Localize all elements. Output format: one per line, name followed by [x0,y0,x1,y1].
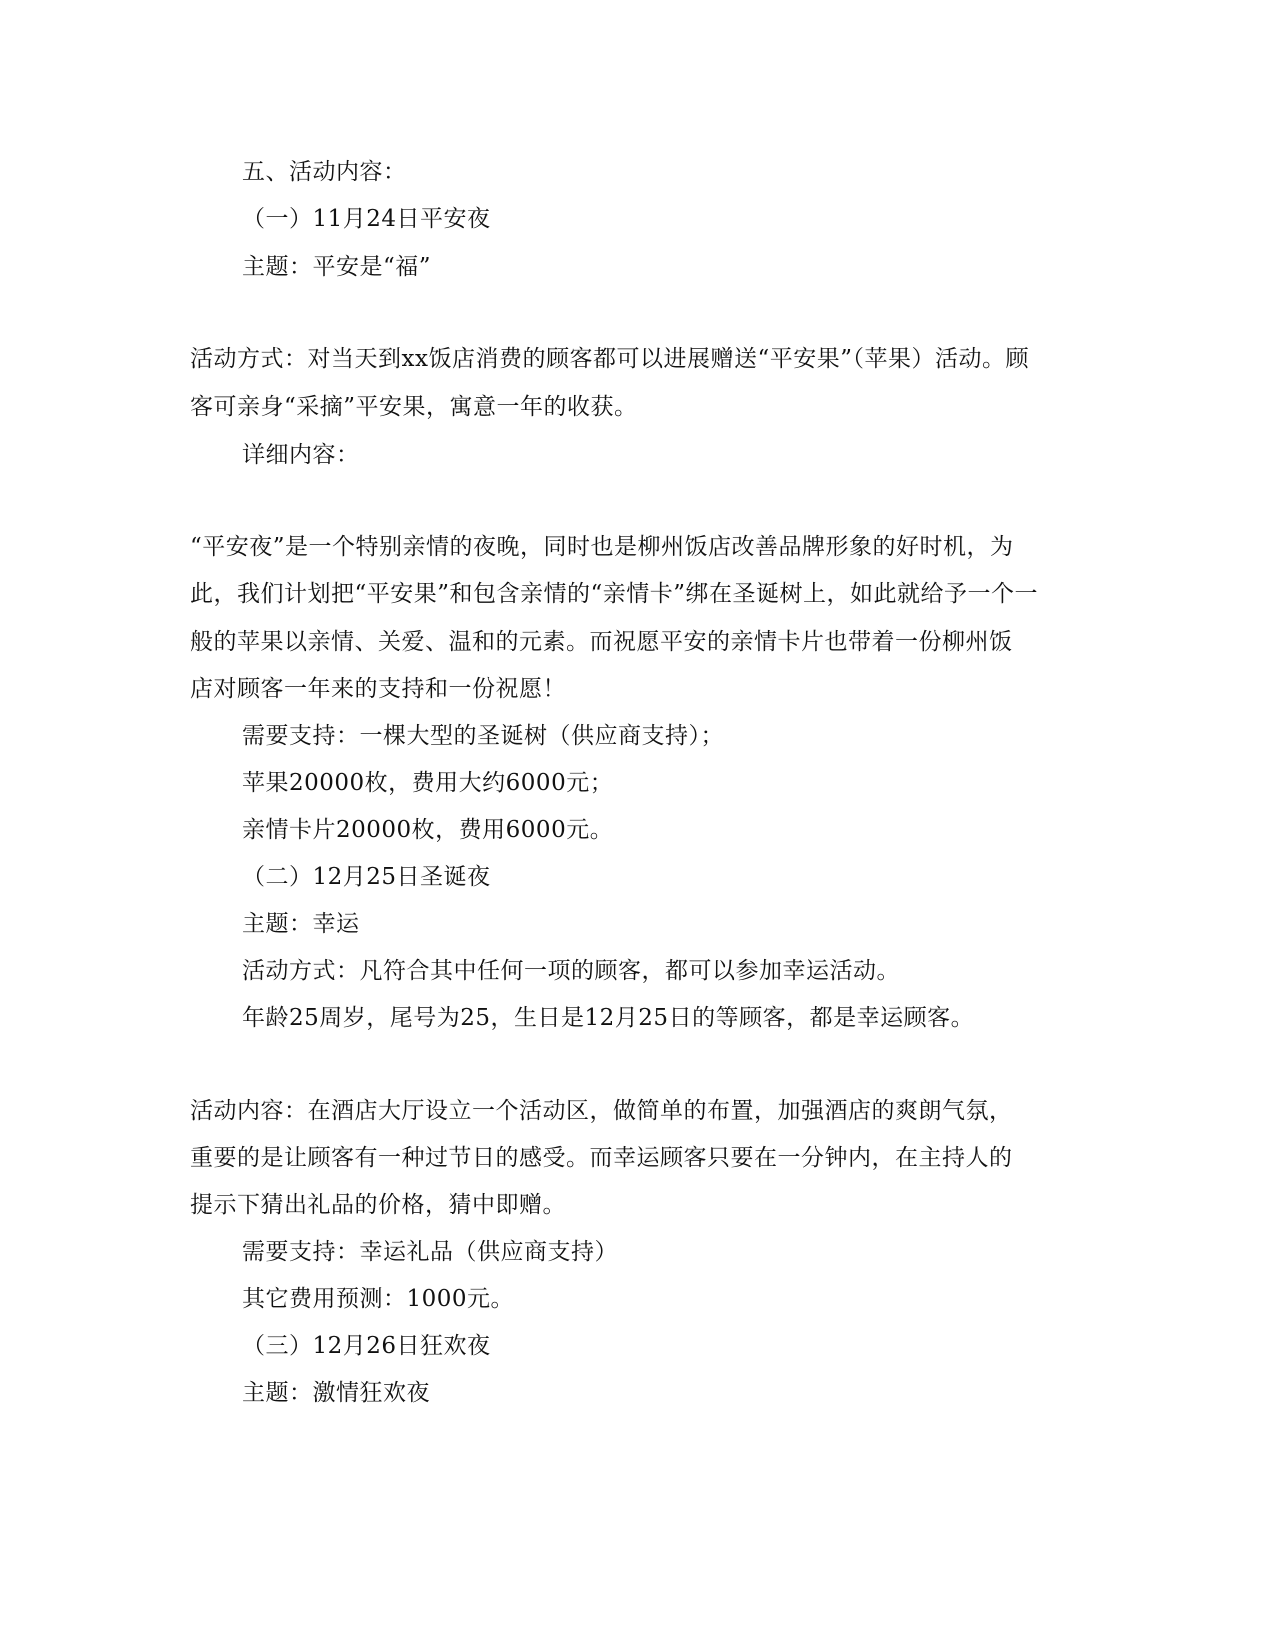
detail-heading: 详细内容： [242,442,360,468]
activity-method-line: 活动方式：凡符合其中任何一项的顾客，都可以参加幸运活动。 [242,958,900,984]
paragraph-line: 店对顾客一年来的支持和一份祝愿！ [190,676,566,702]
paragraph-line: 此，我们计划把“平安果”和包含亲情的“亲情卡”绑在圣诞树上，如此就给予一个一 [190,581,1039,607]
section-heading: 五、活动内容： [242,159,407,185]
paragraph-line: 活动方式：对当天到xx饭店消费的顾客都可以进展赠送“平安果”（苹果）活动。顾 [190,346,1029,372]
paragraph-line: 重要的是让顾客有一种过节日的感受。而幸运顾客只要在一分钟内，在主持人的 [190,1145,1013,1171]
theme-line: 主题：幸运 [242,911,360,937]
paragraph-line: “平安夜”是一个特别亲情的夜晚，同时也是柳州饭店改善品牌形象的好时机，为 [190,534,1014,560]
support-line: 需要支持：一棵大型的圣诞树（供应商支持）； [242,723,724,749]
subsection-heading-christmas: （二）12月25日圣诞夜 [242,864,491,890]
activity-detail-line: 年龄25周岁，尾号为25，生日是12月25日的等顾客，都是幸运顾客。 [242,1005,975,1031]
cost-line: 亲情卡片20000枚，费用6000元。 [242,817,614,843]
support-line: 需要支持：幸运礼品（供应商支持） [242,1239,618,1265]
paragraph-line: 活动内容：在酒店大厅设立一个活动区，做简单的布置，加强酒店的爽朗气氛， [190,1098,1013,1124]
paragraph-line: 客可亲身“采摘”平安果，寓意一年的收获。 [190,394,638,420]
cost-line: 其它费用预测：1000元。 [242,1286,515,1312]
paragraph-line: 般的苹果以亲情、关爱、温和的元素。而祝愿平安的亲情卡片也带着一份柳州饭 [190,629,1013,655]
theme-line: 主题：平安是“福” [242,254,432,280]
cost-line: 苹果20000枚，费用大约6000元； [242,770,614,796]
paragraph-line: 提示下猜出礼品的价格，猜中即赠。 [190,1192,566,1218]
theme-line: 主题：激情狂欢夜 [242,1380,430,1406]
subsection-heading-christmas-eve: （一）11月24日平安夜 [242,206,491,232]
subsection-heading-carnival: （三）12月26日狂欢夜 [242,1333,491,1359]
